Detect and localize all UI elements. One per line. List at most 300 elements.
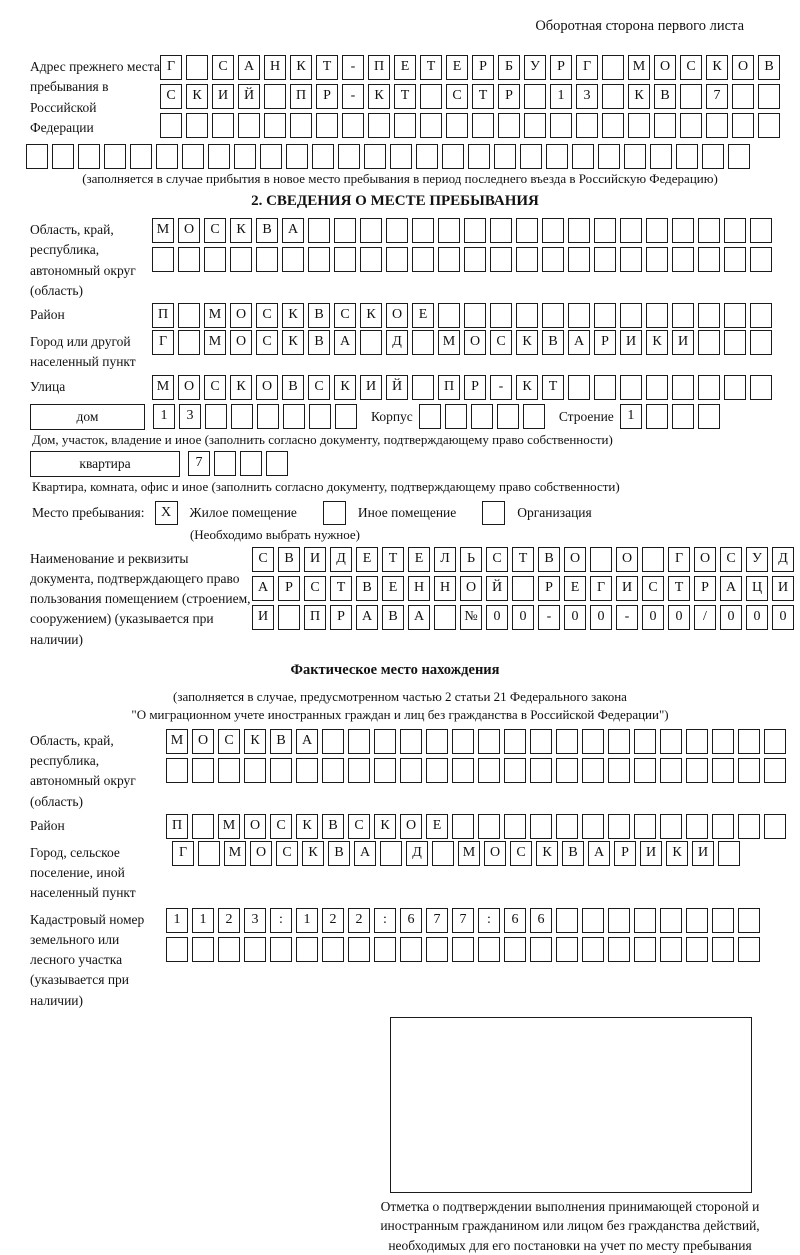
char-box[interactable] (412, 330, 434, 355)
char-box[interactable]: В (282, 375, 304, 400)
char-box[interactable]: № (460, 605, 482, 630)
char-box[interactable]: О (400, 814, 422, 839)
char-box[interactable]: К (334, 375, 356, 400)
char-box[interactable]: Г (160, 55, 182, 80)
char-box[interactable] (130, 144, 152, 169)
char-box[interactable]: С (276, 841, 298, 866)
char-box[interactable]: П (304, 605, 326, 630)
char-box[interactable]: В (382, 605, 404, 630)
char-box[interactable]: 6 (400, 908, 422, 933)
char-box[interactable] (546, 144, 568, 169)
char-box[interactable]: И (640, 841, 662, 866)
char-box[interactable]: Р (498, 84, 520, 109)
char-box[interactable]: В (758, 55, 780, 80)
char-box[interactable] (724, 218, 746, 243)
char-box[interactable]: П (368, 55, 390, 80)
char-box[interactable]: Р (316, 84, 338, 109)
char-box[interactable] (738, 729, 760, 754)
char-box[interactable] (672, 303, 694, 328)
char-box[interactable]: И (772, 576, 794, 601)
char-box[interactable]: Й (486, 576, 508, 601)
char-box[interactable] (624, 144, 646, 169)
char-box[interactable]: О (192, 729, 214, 754)
char-box[interactable]: В (328, 841, 350, 866)
char-box[interactable] (192, 937, 214, 962)
char-box[interactable]: С (212, 55, 234, 80)
char-box[interactable] (152, 247, 174, 272)
char-box[interactable]: 1 (166, 908, 188, 933)
char-box[interactable] (186, 55, 208, 80)
char-box[interactable] (594, 375, 616, 400)
char-box[interactable] (374, 729, 396, 754)
char-box[interactable] (490, 303, 512, 328)
char-box[interactable]: 3 (179, 404, 201, 429)
char-box[interactable] (750, 330, 772, 355)
char-box[interactable]: И (360, 375, 382, 400)
char-box[interactable]: О (256, 375, 278, 400)
char-box[interactable] (434, 605, 456, 630)
char-box[interactable] (504, 758, 526, 783)
char-box[interactable] (660, 814, 682, 839)
char-box[interactable]: Г (590, 576, 612, 601)
char-box[interactable]: С (204, 218, 226, 243)
char-box[interactable] (620, 247, 642, 272)
char-box[interactable] (452, 729, 474, 754)
char-box[interactable] (738, 814, 760, 839)
char-box[interactable] (416, 144, 438, 169)
char-box[interactable] (286, 144, 308, 169)
char-box[interactable] (264, 84, 286, 109)
char-box[interactable]: С (252, 547, 274, 572)
char-box[interactable]: О (178, 218, 200, 243)
char-box[interactable]: К (628, 84, 650, 109)
char-box[interactable] (676, 144, 698, 169)
char-box[interactable] (530, 814, 552, 839)
char-box[interactable]: - (342, 84, 364, 109)
char-box[interactable] (680, 84, 702, 109)
char-box[interactable] (568, 218, 590, 243)
char-box[interactable]: С (304, 576, 326, 601)
char-box[interactable] (698, 218, 720, 243)
char-box[interactable] (368, 113, 390, 138)
char-box[interactable] (728, 144, 750, 169)
char-box[interactable]: К (290, 55, 312, 80)
char-box[interactable]: О (244, 814, 266, 839)
char-box[interactable]: С (160, 84, 182, 109)
char-box[interactable]: М (166, 729, 188, 754)
char-box[interactable] (660, 937, 682, 962)
organization-checkbox[interactable] (482, 501, 505, 525)
char-box[interactable] (750, 247, 772, 272)
char-box[interactable] (576, 113, 598, 138)
char-box[interactable] (348, 758, 370, 783)
char-box[interactable]: И (252, 605, 274, 630)
char-box[interactable]: О (732, 55, 754, 80)
char-box[interactable]: Т (394, 84, 416, 109)
char-box[interactable]: С (446, 84, 468, 109)
char-box[interactable] (322, 758, 344, 783)
char-box[interactable] (432, 841, 454, 866)
char-box[interactable] (257, 404, 279, 429)
char-box[interactable] (166, 937, 188, 962)
char-box[interactable] (608, 814, 630, 839)
char-box[interactable] (400, 937, 422, 962)
char-box[interactable]: Р (278, 576, 300, 601)
char-box[interactable]: Т (542, 375, 564, 400)
char-box[interactable]: С (490, 330, 512, 355)
char-box[interactable] (764, 729, 786, 754)
char-box[interactable] (386, 218, 408, 243)
char-box[interactable]: 0 (512, 605, 534, 630)
char-box[interactable] (322, 937, 344, 962)
char-box[interactable]: Й (238, 84, 260, 109)
char-box[interactable] (178, 303, 200, 328)
char-box[interactable] (602, 84, 624, 109)
char-box[interactable] (698, 375, 720, 400)
char-box[interactable] (212, 113, 234, 138)
char-box[interactable]: М (218, 814, 240, 839)
char-box[interactable] (394, 113, 416, 138)
char-box[interactable]: Е (356, 547, 378, 572)
char-box[interactable] (322, 729, 344, 754)
char-box[interactable] (620, 218, 642, 243)
char-box[interactable]: К (516, 330, 538, 355)
char-box[interactable] (360, 330, 382, 355)
char-box[interactable]: Л (434, 547, 456, 572)
char-box[interactable] (568, 303, 590, 328)
char-box[interactable] (78, 144, 100, 169)
char-box[interactable] (738, 937, 760, 962)
char-box[interactable]: : (270, 908, 292, 933)
char-box[interactable]: Т (512, 547, 534, 572)
char-box[interactable] (464, 303, 486, 328)
char-box[interactable] (464, 247, 486, 272)
char-box[interactable]: 0 (772, 605, 794, 630)
char-box[interactable]: С (680, 55, 702, 80)
char-box[interactable] (646, 218, 668, 243)
char-box[interactable]: 6 (530, 908, 552, 933)
char-box[interactable]: М (204, 303, 226, 328)
char-box[interactable]: Т (420, 55, 442, 80)
char-box[interactable] (672, 247, 694, 272)
char-box[interactable] (160, 113, 182, 138)
char-box[interactable] (348, 937, 370, 962)
char-box[interactable] (698, 247, 720, 272)
char-box[interactable] (290, 113, 312, 138)
char-box[interactable] (26, 144, 48, 169)
char-box[interactable] (524, 113, 546, 138)
char-box[interactable]: Т (472, 84, 494, 109)
char-box[interactable] (472, 113, 494, 138)
char-box[interactable] (582, 937, 604, 962)
char-box[interactable]: Е (446, 55, 468, 80)
char-box[interactable] (400, 758, 422, 783)
char-box[interactable]: М (152, 375, 174, 400)
char-box[interactable]: В (270, 729, 292, 754)
char-box[interactable] (660, 908, 682, 933)
char-box[interactable] (374, 758, 396, 783)
char-box[interactable]: В (542, 330, 564, 355)
char-box[interactable] (504, 937, 526, 962)
char-box[interactable] (516, 247, 538, 272)
char-box[interactable] (724, 247, 746, 272)
char-box[interactable]: Р (472, 55, 494, 80)
char-box[interactable] (400, 729, 422, 754)
char-box[interactable] (426, 758, 448, 783)
char-box[interactable]: И (212, 84, 234, 109)
char-box[interactable] (498, 113, 520, 138)
char-box[interactable] (390, 144, 412, 169)
char-box[interactable]: 0 (720, 605, 742, 630)
char-box[interactable] (712, 729, 734, 754)
other-premises-checkbox[interactable] (323, 501, 346, 525)
char-box[interactable]: П (290, 84, 312, 109)
char-box[interactable] (686, 729, 708, 754)
char-box[interactable] (238, 113, 260, 138)
char-box[interactable] (218, 937, 240, 962)
char-box[interactable]: У (524, 55, 546, 80)
char-box[interactable] (419, 404, 441, 429)
char-box[interactable] (452, 937, 474, 962)
char-box[interactable] (764, 758, 786, 783)
char-box[interactable] (634, 814, 656, 839)
char-box[interactable]: К (230, 375, 252, 400)
char-box[interactable] (178, 330, 200, 355)
char-box[interactable]: Н (408, 576, 430, 601)
char-box[interactable]: Е (564, 576, 586, 601)
char-box[interactable] (348, 729, 370, 754)
char-box[interactable] (732, 113, 754, 138)
char-box[interactable]: М (628, 55, 650, 80)
char-box[interactable] (445, 404, 467, 429)
char-box[interactable] (412, 375, 434, 400)
char-box[interactable] (602, 113, 624, 138)
char-box[interactable]: К (302, 841, 324, 866)
char-box[interactable] (724, 375, 746, 400)
char-box[interactable]: В (356, 576, 378, 601)
char-box[interactable]: О (230, 330, 252, 355)
char-box[interactable]: И (620, 330, 642, 355)
char-box[interactable] (686, 908, 708, 933)
char-box[interactable]: О (564, 547, 586, 572)
char-box[interactable] (686, 758, 708, 783)
char-box[interactable]: 1 (550, 84, 572, 109)
char-box[interactable]: У (746, 547, 768, 572)
char-box[interactable]: Р (330, 605, 352, 630)
char-box[interactable] (205, 404, 227, 429)
char-box[interactable]: 0 (590, 605, 612, 630)
char-box[interactable] (504, 729, 526, 754)
char-box[interactable] (240, 451, 262, 476)
residential-checkbox[interactable]: X (155, 501, 178, 525)
char-box[interactable]: К (368, 84, 390, 109)
char-box[interactable] (260, 144, 282, 169)
char-box[interactable] (608, 908, 630, 933)
char-box[interactable] (452, 758, 474, 783)
char-box[interactable] (186, 113, 208, 138)
char-box[interactable]: М (224, 841, 246, 866)
char-box[interactable]: Р (538, 576, 560, 601)
char-box[interactable] (706, 113, 728, 138)
char-box[interactable] (556, 729, 578, 754)
char-box[interactable]: Р (464, 375, 486, 400)
char-box[interactable] (660, 729, 682, 754)
char-box[interactable] (732, 84, 754, 109)
char-box[interactable] (231, 404, 253, 429)
char-box[interactable]: К (244, 729, 266, 754)
char-box[interactable] (718, 841, 740, 866)
char-box[interactable]: 7 (426, 908, 448, 933)
char-box[interactable] (380, 841, 402, 866)
char-box[interactable] (386, 247, 408, 272)
char-box[interactable] (308, 247, 330, 272)
char-box[interactable] (556, 937, 578, 962)
char-box[interactable]: И (672, 330, 694, 355)
char-box[interactable] (264, 113, 286, 138)
char-box[interactable]: К (706, 55, 728, 80)
char-box[interactable] (446, 113, 468, 138)
char-box[interactable] (497, 404, 519, 429)
char-box[interactable]: В (256, 218, 278, 243)
char-box[interactable] (680, 113, 702, 138)
char-box[interactable]: Г (152, 330, 174, 355)
char-box[interactable]: И (692, 841, 714, 866)
char-box[interactable]: 1 (192, 908, 214, 933)
char-box[interactable] (602, 55, 624, 80)
char-box[interactable] (204, 247, 226, 272)
char-box[interactable]: В (538, 547, 560, 572)
char-box[interactable]: А (282, 218, 304, 243)
char-box[interactable]: С (218, 729, 240, 754)
char-box[interactable]: П (166, 814, 188, 839)
char-box[interactable] (750, 218, 772, 243)
char-box[interactable] (556, 758, 578, 783)
char-box[interactable]: О (654, 55, 676, 80)
char-box[interactable] (338, 144, 360, 169)
char-box[interactable] (266, 451, 288, 476)
char-box[interactable] (712, 937, 734, 962)
char-box[interactable]: Г (576, 55, 598, 80)
char-box[interactable]: В (322, 814, 344, 839)
char-box[interactable]: - (490, 375, 512, 400)
char-box[interactable] (572, 144, 594, 169)
char-box[interactable]: Т (316, 55, 338, 80)
char-box[interactable] (646, 247, 668, 272)
char-box[interactable] (364, 144, 386, 169)
char-box[interactable]: В (308, 330, 330, 355)
char-box[interactable]: Р (694, 576, 716, 601)
char-box[interactable] (594, 247, 616, 272)
char-box[interactable] (650, 144, 672, 169)
char-box[interactable] (412, 218, 434, 243)
char-box[interactable] (646, 375, 668, 400)
char-box[interactable]: 7 (706, 84, 728, 109)
char-box[interactable]: С (642, 576, 664, 601)
char-box[interactable] (660, 758, 682, 783)
char-box[interactable]: О (616, 547, 638, 572)
char-box[interactable] (686, 937, 708, 962)
char-box[interactable] (334, 247, 356, 272)
char-box[interactable] (542, 303, 564, 328)
char-box[interactable]: В (278, 547, 300, 572)
char-box[interactable]: А (334, 330, 356, 355)
char-box[interactable]: А (252, 576, 274, 601)
char-box[interactable]: М (152, 218, 174, 243)
char-box[interactable] (698, 404, 720, 429)
char-box[interactable]: Ц (746, 576, 768, 601)
char-box[interactable] (478, 937, 500, 962)
char-box[interactable] (182, 144, 204, 169)
char-box[interactable] (724, 330, 746, 355)
char-box[interactable]: К (282, 330, 304, 355)
char-box[interactable] (530, 729, 552, 754)
char-box[interactable] (316, 113, 338, 138)
char-box[interactable]: 7 (452, 908, 474, 933)
char-box[interactable] (490, 247, 512, 272)
char-box[interactable] (282, 247, 304, 272)
char-box[interactable]: С (348, 814, 370, 839)
char-box[interactable]: М (438, 330, 460, 355)
char-box[interactable] (192, 814, 214, 839)
char-box[interactable]: Т (382, 547, 404, 572)
char-box[interactable] (504, 814, 526, 839)
char-box[interactable]: 2 (322, 908, 344, 933)
char-box[interactable] (634, 908, 656, 933)
char-box[interactable] (702, 144, 724, 169)
char-box[interactable] (568, 375, 590, 400)
char-box[interactable] (478, 729, 500, 754)
char-box[interactable]: И (616, 576, 638, 601)
char-box[interactable]: Д (330, 547, 352, 572)
char-box[interactable]: Р (550, 55, 572, 80)
char-box[interactable] (490, 218, 512, 243)
char-box[interactable]: С (256, 303, 278, 328)
char-box[interactable] (620, 375, 642, 400)
char-box[interactable]: О (178, 375, 200, 400)
char-box[interactable]: Н (264, 55, 286, 80)
char-box[interactable]: С (510, 841, 532, 866)
char-box[interactable]: О (460, 576, 482, 601)
char-box[interactable]: К (374, 814, 396, 839)
char-box[interactable] (646, 404, 668, 429)
char-box[interactable] (52, 144, 74, 169)
char-box[interactable] (582, 814, 604, 839)
char-box[interactable] (244, 758, 266, 783)
char-box[interactable] (512, 576, 534, 601)
char-box[interactable] (438, 247, 460, 272)
char-box[interactable]: Д (406, 841, 428, 866)
char-box[interactable]: А (296, 729, 318, 754)
char-box[interactable] (468, 144, 490, 169)
char-box[interactable] (234, 144, 256, 169)
char-box[interactable] (550, 113, 572, 138)
char-box[interactable]: 3 (576, 84, 598, 109)
char-box[interactable]: - (616, 605, 638, 630)
char-box[interactable] (438, 303, 460, 328)
char-box[interactable] (360, 218, 382, 243)
char-box[interactable] (166, 758, 188, 783)
char-box[interactable] (256, 247, 278, 272)
char-box[interactable] (270, 937, 292, 962)
char-box[interactable] (524, 84, 546, 109)
char-box[interactable]: - (538, 605, 560, 630)
char-box[interactable] (608, 729, 630, 754)
char-box[interactable]: А (238, 55, 260, 80)
char-box[interactable] (628, 113, 650, 138)
char-box[interactable] (608, 937, 630, 962)
char-box[interactable] (672, 404, 694, 429)
char-box[interactable] (542, 247, 564, 272)
